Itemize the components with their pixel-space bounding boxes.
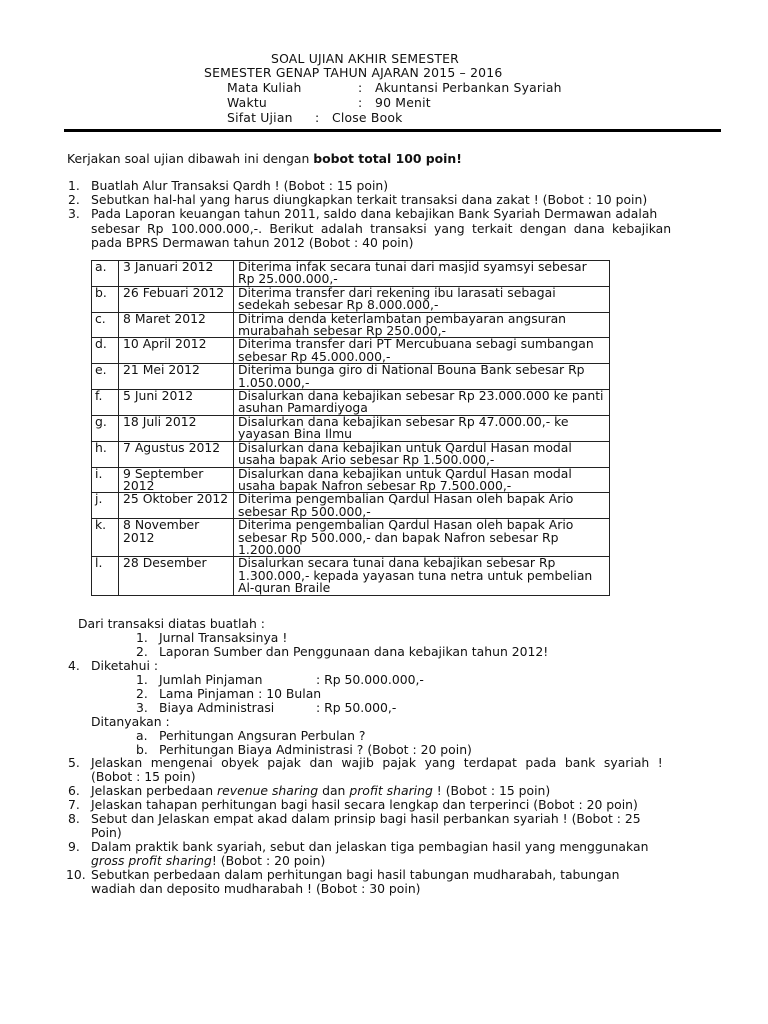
transaction-description: Diterima transfer dari rekening ibu larasati sebagai sedekah sebesar Rp 8.000.000,- (234, 286, 610, 312)
transaction-description: Diterima pengembalian Qardul Hasan oleh bapak Ario sebesar Rp 500.000,- dan bapak Nafron sebesar Rp 1.200.000 (234, 519, 610, 557)
q6-revenue-sharing: revenue sharing (217, 783, 319, 798)
q6-number: 6. (68, 783, 80, 798)
question-4-lead: Diketahui : (91, 658, 159, 673)
question-10-line-1: Sebutkan perbedaan dalam perhitungan bagi hasil tabungan mudharabah, tabungan (91, 867, 620, 882)
q4-k1-number: 1. (136, 672, 148, 687)
transaction-key: h. (92, 441, 119, 467)
question-9-line-1: Dalam praktik bank syariah, sebut dan jelaskan tiga pembagian hasil yang menggunakan (91, 839, 649, 854)
course-colon: : (358, 80, 363, 95)
transaction-date: 8 November 2012 (119, 519, 234, 557)
exam-subtitle: SEMESTER GENAP TAHUN AJARAN 2015 – 2016 (204, 65, 503, 80)
transaction-description: Disalurkan secara tunai dana kebajikan sebesar Rp 1.300.000,- kepada yayasan tuna netra untuk pembelian Al-quran Braile (234, 557, 610, 595)
time-value: 90 Menit (375, 95, 431, 110)
transaction-key: j. (92, 493, 119, 519)
course-value: Akuntansi Perbankan Syariah (375, 80, 562, 95)
transactions-table (91, 260, 610, 596)
table-row (92, 261, 610, 287)
q4-number: 4. (68, 658, 80, 673)
exam-type-colon: : (315, 110, 320, 125)
time-colon: : (358, 95, 363, 110)
q9-post: ! (Bobot : 20 poin) (211, 853, 326, 868)
transaction-date: 18 Juli 2012 (119, 415, 234, 441)
transaction-key: f. (92, 390, 119, 416)
question-1: Buatlah Alur Transaksi Qardh ! (Bobot : 15 poin) (91, 178, 389, 193)
exam-type-label: Sifat Ujian (227, 110, 293, 125)
transaction-description: Disalurkan dana kebajikan untuk Qardul Hasan modal usaha bapak Nafron sebesar Rp 7.500.000,- (234, 467, 610, 493)
q4-b-letter: b. (136, 742, 148, 757)
transaction-date: 3 Januari 2012 (119, 261, 234, 287)
loan-amount-label: Jumlah Pinjaman (159, 672, 263, 687)
question-7: Jelaskan tahapan perhitungan bagi hasil secara lengkap dan terperinci (Bobot : 20 poin) (91, 797, 638, 812)
q4-k2-number: 2. (136, 686, 148, 701)
transaction-date: 5 Juni 2012 (119, 390, 234, 416)
table-row (92, 364, 610, 390)
question-8-line-1: Sebut dan Jelaskan empat akad dalam prinsip bagi hasil perbankan syariah ! (Bobot : 25 (91, 811, 641, 826)
transaction-description: Disalurkan dana kebajikan untuk Qardul Hasan modal usaha bapak Ario sebesar Rp 1.500.000,- (234, 441, 610, 467)
table-row (92, 338, 610, 364)
sub-item-report: Laporan Sumber dan Penggunaan dana kebajikan tahun 2012! (159, 644, 549, 659)
q6-mid: dan (318, 783, 350, 798)
transaction-date: 28 Desember (119, 557, 234, 595)
transaction-description: Diterima infak secara tunai dari masjid syamsyi sebesar Rp 25.000.000,- (234, 261, 610, 287)
transaction-description: Ditrima denda keterlambatan pembayaran angsuran murabahah sebesar Rp 250.000,- (234, 312, 610, 338)
question-3-line-2: sebesar Rp 100.000.000,-. Berikut adalah transaksi yang terkait dengan dana kebajikan (91, 221, 672, 236)
transaction-date: 25 Oktober 2012 (119, 493, 234, 519)
q7-number: 7. (68, 797, 80, 812)
admin-fee-label: Biaya Administrasi (159, 700, 275, 715)
q9-number: 9. (68, 839, 80, 854)
after-table-lead: Dari transaksi diatas buatlah : (78, 616, 265, 631)
table-row (92, 493, 610, 519)
q3-number: 3. (68, 206, 80, 221)
question-2: Sebutkan hal-hal yang harus diungkapkan terkait transaksi dana zakat ! (Bobot : 10 poin) (91, 192, 648, 207)
table-row (92, 286, 610, 312)
intro-bold: bobot total 100 poin! (313, 151, 462, 166)
question-5-line-2: (Bobot : 15 poin) (91, 769, 196, 784)
q2-number: 2. (68, 192, 80, 207)
intro-text: Kerjakan soal ujian dibawah ini dengan (67, 151, 314, 166)
time-label: Waktu (227, 95, 267, 110)
table-row (92, 312, 610, 338)
transaction-key: a. (92, 261, 119, 287)
question-4-a: Perhitungan Angsuran Perbulan ? (159, 728, 366, 743)
exam-type-value: Close Book (332, 110, 403, 125)
transaction-description: Diterima pengembalian Qardul Hasan oleh bapak Ario sebesar Rp 500.000,- (234, 493, 610, 519)
transaction-description: Disalurkan dana kebajikan sebesar Rp 23.000.000 ke panti asuhan Pamardiyoga (234, 390, 610, 416)
question-5-line-1: Jelaskan mengenai obyek pajak dan wajib pajak yang terdapat pada bank syariah ! (91, 755, 663, 770)
sub-item-journal: Jurnal Transaksinya ! (159, 630, 288, 645)
transaction-key: g. (92, 415, 119, 441)
transaction-date: 26 Febuari 2012 (119, 286, 234, 312)
loan-duration: Lama Pinjaman : 10 Bulan (159, 686, 322, 701)
header-divider (64, 129, 721, 132)
table-row (92, 519, 610, 557)
transaction-key: l. (92, 557, 119, 595)
transaction-date: 10 April 2012 (119, 338, 234, 364)
transaction-key: c. (92, 312, 119, 338)
q6-pre: Jelaskan perbedaan (91, 783, 218, 798)
course-label: Mata Kuliah (227, 80, 302, 95)
q9-gross-profit-sharing: gross profit sharing (91, 853, 212, 868)
transaction-key: i. (92, 467, 119, 493)
table-row (92, 415, 610, 441)
admin-fee-value: : Rp 50.000,- (316, 700, 397, 715)
transaction-description: Diterima transfer dari PT Mercubuana sebagi sumbangan sebesar Rp 45.000.000,- (234, 338, 610, 364)
loan-amount-value: : Rp 50.000.000,- (316, 672, 424, 687)
q5-number: 5. (68, 755, 80, 770)
sub2-number: 2. (136, 644, 148, 659)
q1-number: 1. (68, 178, 80, 193)
transaction-key: b. (92, 286, 119, 312)
q10-number: 10. (66, 867, 86, 882)
question-8-line-2: Poin) (91, 825, 122, 840)
transaction-date: 8 Maret 2012 (119, 312, 234, 338)
table-row (92, 441, 610, 467)
sub1-number: 1. (136, 630, 148, 645)
q4-k3-number: 3. (136, 700, 148, 715)
q8-number: 8. (68, 811, 80, 826)
exam-title: SOAL UJIAN AKHIR SEMESTER (271, 51, 459, 66)
transaction-description: Diterima bunga giro di National Bouna Bank sebesar Rp 1.050.000,- (234, 364, 610, 390)
transaction-date: 9 September 2012 (119, 467, 234, 493)
transaction-date: 7 Agustus 2012 (119, 441, 234, 467)
table-row (92, 390, 610, 416)
transaction-key: d. (92, 338, 119, 364)
q4-a-letter: a. (136, 728, 148, 743)
transaction-date: 21 Mei 2012 (119, 364, 234, 390)
transaction-key: k. (92, 519, 119, 557)
transaction-key: e. (92, 364, 119, 390)
question-10-line-2: wadiah dan deposito mudharabah ! (Bobot : 30 poin) (91, 881, 421, 896)
question-3-line-1: Pada Laporan keuangan tahun 2011, saldo dana kebajikan Bank Syariah Dermawan adalah (91, 206, 658, 221)
intro-instruction (67, 152, 462, 166)
transaction-description: Disalurkan dana kebajikan sebesar Rp 47.000.00,- ke yayasan Bina Ilmu (234, 415, 610, 441)
table-row (92, 467, 610, 493)
question-3-line-3: pada BPRS Dermawan tahun 2012 (Bobot : 40 poin) (91, 235, 414, 250)
question-4-b: Perhitungan Biaya Administrasi ? (Bobot : 20 poin) (159, 742, 472, 757)
question-4-asked: Ditanyakan : (91, 714, 170, 729)
table-row (92, 557, 610, 595)
q6-post: ! (Bobot : 15 poin) (432, 783, 551, 798)
q6-profit-sharing: profit sharing (349, 783, 433, 798)
